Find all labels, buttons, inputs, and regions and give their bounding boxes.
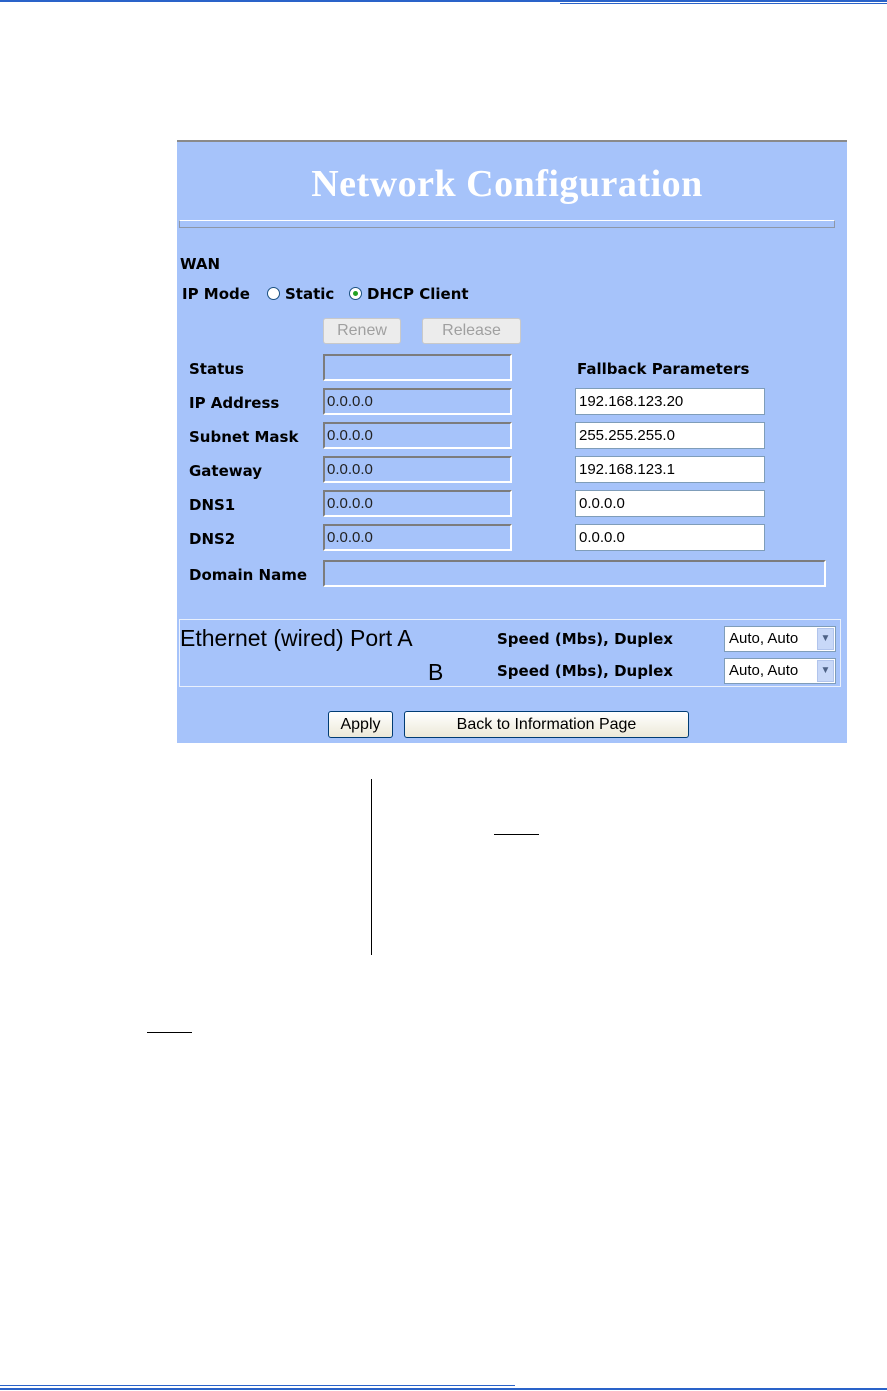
back-to-information-page-button[interactable]: Back to Information Page — [404, 711, 689, 738]
dns2-label: DNS2 — [189, 530, 236, 548]
underline-mark — [494, 834, 539, 835]
gateway-label: Gateway — [189, 462, 263, 480]
fallback-dns1-input[interactable]: 0.0.0.0 — [575, 490, 765, 517]
apply-button[interactable]: Apply — [328, 711, 393, 738]
ip-mode-label: IP Mode — [182, 285, 250, 303]
status-label: Status — [189, 360, 244, 378]
port-b-speed-value: Auto, Auto — [729, 662, 799, 679]
network-config-panel — [177, 140, 847, 743]
static-radio[interactable] — [267, 287, 280, 300]
fallback-dns2-input[interactable]: 0.0.0.0 — [575, 524, 765, 551]
fallback-parameters-heading: Fallback Parameters — [577, 360, 750, 378]
ip-address-current: 0.0.0.0 — [323, 388, 512, 415]
panel-border — [177, 140, 847, 142]
header-rule — [0, 0, 887, 2]
port-a-speed-select[interactable] — [724, 626, 836, 652]
subnet-mask-label: Subnet Mask — [189, 428, 299, 446]
port-b-speed-select[interactable] — [724, 658, 836, 684]
dns1-current: 0.0.0.0 — [323, 490, 512, 517]
title-divider — [179, 220, 835, 228]
dhcp-client-radio[interactable] — [349, 287, 362, 300]
renew-button[interactable]: Renew — [323, 318, 401, 344]
port-b-speed-label: Speed (Mbs), Duplex — [497, 662, 673, 680]
chevron-down-icon[interactable]: ▼ — [817, 628, 834, 650]
header-rule-thin — [560, 3, 887, 4]
fallback-subnet-mask-input[interactable]: 255.255.255.0 — [575, 422, 765, 449]
port-a-speed-value: Auto, Auto — [729, 630, 799, 647]
dns1-label: DNS1 — [189, 496, 236, 514]
wan-heading: WAN — [180, 255, 221, 273]
gateway-current: 0.0.0.0 — [323, 456, 512, 483]
port-a-speed-label: Speed (Mbs), Duplex — [497, 630, 673, 648]
dns2-current: 0.0.0.0 — [323, 524, 512, 551]
underline-mark — [147, 1032, 192, 1033]
release-button[interactable]: Release — [422, 318, 521, 344]
ip-address-label: IP Address — [189, 394, 280, 412]
ethernet-port-a-title: Ethernet (wired) Port A — [180, 625, 413, 651]
fallback-ip-address-input[interactable]: 192.168.123.20 — [575, 388, 765, 415]
chevron-down-icon[interactable]: ▼ — [817, 660, 834, 682]
domain-name-field — [323, 560, 826, 587]
dhcp-client-label[interactable]: DHCP Client — [367, 285, 469, 303]
domain-name-label: Domain Name — [189, 566, 308, 584]
ethernet-port-b-label: B — [428, 659, 444, 685]
divider-line — [371, 779, 372, 955]
fallback-gateway-input[interactable]: 192.168.123.1 — [575, 456, 765, 483]
footer-rule-thin — [0, 1385, 515, 1386]
subnet-mask-current: 0.0.0.0 — [323, 422, 512, 449]
static-label[interactable]: Static — [285, 285, 335, 303]
status-field — [323, 354, 512, 381]
footer-rule — [0, 1388, 887, 1390]
page-title: Network Configuration — [311, 163, 703, 205]
